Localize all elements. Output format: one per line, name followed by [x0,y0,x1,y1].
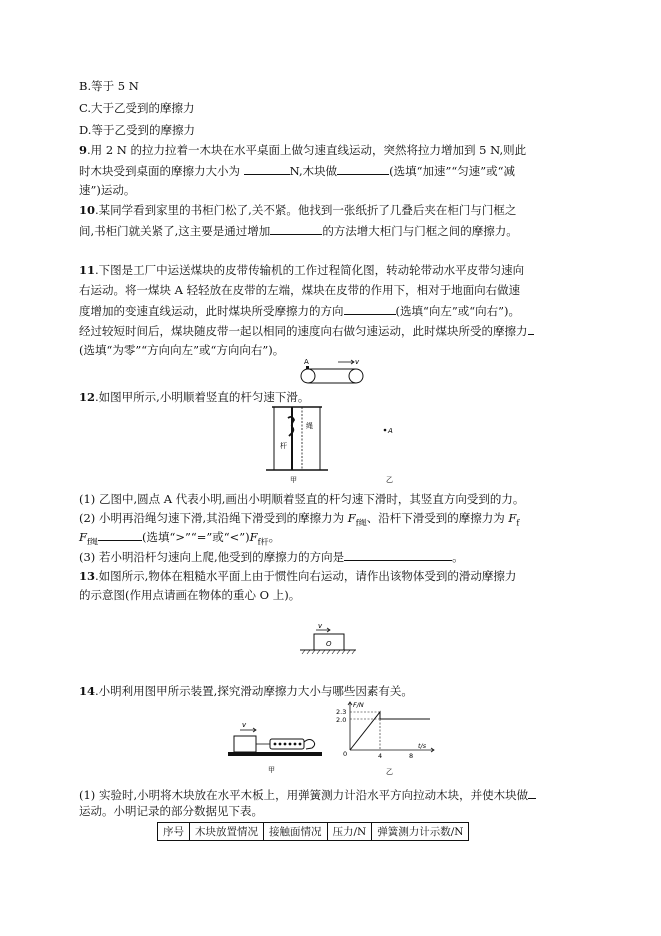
y-tick-2-0: 2.0 [336,716,347,724]
coal-label: A [304,358,309,366]
figure-yi-label: 乙 [386,768,393,776]
figure-yi-label: 乙 [386,476,393,484]
hand [304,740,315,750]
q11-line-3: 度增加的变速直线运动，此时煤块所受摩擦力的方向 (选填“向左”或“向右”)。 [79,304,520,318]
q9-blank-2[interactable] [337,162,389,175]
q10-blank[interactable] [270,222,322,235]
spring-scale-apparatus-figure [226,722,326,778]
q11-line-2: 右运动。将一煤块 A 轻轻放在皮带的左端，煤块在皮带的作用下，相对于地面向右做速 [79,283,521,297]
q10-line-1: 10.某同学看到家里的书柜门松了,关不紧。他找到一张纸折了几叠后夹在柜门与门框之 [79,203,517,217]
q14-line-1: 14.小明利用图甲所示装置,探究滑动摩擦力大小与哪些因素有关。 [79,684,413,698]
q10-number: 10 [79,203,96,217]
q12-part-3: (3) 若小明沿杆匀速向上爬,他受到的摩擦力的方向是 。 [79,550,464,564]
header-pressure: 压力/N [327,823,372,841]
q14-part-1-cont: 运动。小明记录的部分数据见下表。 [79,804,263,818]
q14-part-1: (1) 实验时,小明将木块放在水平木板上，用弹簧测力计沿水平方向拉动木块，并使木块做 [79,786,536,803]
header-scale-reading: 弹簧测力计示数/N [372,823,469,841]
header-index: 序号 [158,823,190,841]
velocity-label: v [355,358,360,366]
q9-line-3: 速”)运动。 [79,183,136,197]
figure-jia-label: 甲 [290,476,297,484]
option-b: B.等于 5 N [79,79,139,93]
header-placement: 木块放置情况 [190,823,264,841]
right-pulley [349,369,363,383]
q13-line-1: 13.如图所示,物体在粗糙水平面上由于惯性向右运动，请作出该物体受到的滑动摩擦力 [79,569,517,583]
q11-line-4: 经过较短时间后，煤块随皮带一起以相同的速度向右做匀速运动，此时煤块所受的摩擦力 [79,322,534,339]
velocity-label: v [318,624,323,630]
q12-part-2: (2) 小明再沿绳匀速下滑,其沿绳下滑受到的摩擦力为 $F_{f绳}$、沿杆下滑受到的摩擦力为 $F_f$ [79,511,520,528]
q9-line-1: 9.用 2 N 的拉力拉着一木块在水平桌面上做匀速直线运动，突然将拉力增加到 5 N,则此 [79,143,527,157]
q13-number: 13 [79,569,96,583]
q12-part-2-cont: $F_{f绳}$ (选填“>”“=”或“$<”)F_{f杆}$。 [79,530,281,547]
table-header-row [158,823,469,841]
q10-line-2: 间,书柜门就关紧了,这主要是通过增加 的方法增大柜门与门框之间的摩擦力。 [79,224,518,238]
x-tick-4: 4 [378,752,383,760]
origin-label: 0 [343,750,348,758]
q12-part-1: (1) 乙图中,圆点 A 代表小明,画出小明顺着竖直的杆匀速下滑时，其竖直方向受到的力。 [79,492,525,506]
q9-blank-1[interactable] [244,162,290,175]
y-tick-2-3: 2.3 [336,708,347,716]
option-d: D.等于乙受到的摩擦力 [79,123,195,137]
q12-line-1: 12.如图甲所示,小明顺着竖直的杆匀速下滑。 [79,390,310,404]
q9-line-2: 时木块受到桌面的摩擦力大小为 N,木块做 (选填“加速”“匀速”或“减 [79,164,516,178]
record-table [157,822,469,841]
conveyor-belt-figure [298,356,370,386]
x-axis-label: t/s [418,742,427,750]
q13-line-2: 的示意图(作用点请画在物体的重心 O 上)。 [79,588,301,602]
option-c: C.大于乙受到的摩擦力 [79,101,195,115]
point-a [384,429,387,432]
wood-block [234,736,256,752]
pole-label: 杆 [280,442,287,450]
x-tick-8: 8 [409,752,414,760]
q12-number: 12 [79,390,96,404]
pole-rope-figure [262,404,422,486]
force-time-graph [330,698,440,778]
figure-jia-label: 甲 [268,766,275,774]
coal-block [306,366,309,369]
center-o-label: O [326,640,332,648]
rope-label: 绳 [306,422,313,430]
y-axis-label: F/N [353,701,364,709]
q11-blank-1[interactable] [344,302,396,315]
q11-blank-2[interactable] [528,322,534,335]
q11-line-1: 11.下图是工厂中运送煤块的皮带传输机的工作过程简化图，转动轮带动水平皮带匀速向 [79,263,525,277]
q12-blank-compare[interactable] [98,528,142,541]
block-on-surface-figure [296,624,360,658]
q11-line-5: (选填“为零”“方向向左”或“方向向右”)。 [79,343,285,357]
q9-number: 9 [79,143,88,157]
q11-number: 11 [79,263,96,277]
q14-blank-motion[interactable] [528,786,536,799]
header-surface: 接触面情况 [264,823,328,841]
q14-number: 14 [79,684,96,698]
board [228,752,322,756]
left-pulley [301,369,315,383]
velocity-label: v [242,722,247,729]
point-a-label: A [388,427,393,435]
q12-blank-direction[interactable] [344,548,452,561]
